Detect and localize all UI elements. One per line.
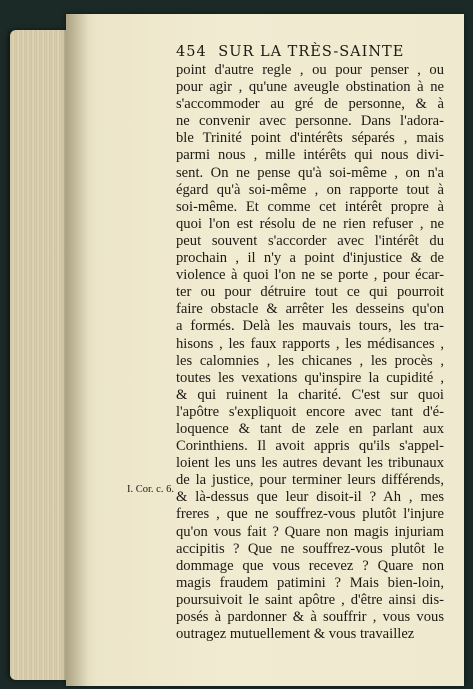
text-line: dommage que vous recevez ? Quare non: [176, 557, 444, 574]
text-line: posés à pardonner & à souffrir , vous vous: [176, 609, 444, 625]
text-line: de la justice, pour terminer leurs différends,: [176, 472, 444, 489]
text-line: soi-même. Et comme cet intérêt propre à: [176, 198, 444, 215]
text-line: Corinthiens. Il avoit appris qu'ils s'appel-: [176, 438, 444, 455]
text-line: pour agir , qu'une aveugle obstination à ne: [176, 79, 444, 96]
gutter-shadow: [66, 14, 88, 686]
page-edges: [10, 30, 70, 680]
text-line: égard qu'à soi-même , on rapporte tout à: [176, 181, 444, 198]
running-header: [176, 44, 404, 60]
text-line: peut souvent s'accorder avec l'intérêt du: [176, 232, 444, 249]
page-number: 454: [176, 44, 207, 60]
text-line: outragez mutuellement & vous travaillez: [176, 626, 415, 643]
text-line: les calomnies , les chicanes , les procès ,: [176, 352, 444, 369]
text-line: point d'autre regle , ou pour penser , ou: [176, 62, 444, 78]
text-line: accipitis ? Que ne souffrez-vous plutôt le: [176, 540, 444, 557]
text-line: qu'on vous fait ? Quare non magis injuriam: [176, 523, 444, 540]
text-line: poursuivoit le saint apôtre , d'être ainsi dis-: [176, 591, 444, 608]
text-line: loquence & tant de zele en parlant aux: [176, 420, 444, 437]
text-line: faire obstacle & arrêter les desseins qu'on: [176, 301, 444, 318]
text-line: ble Trinité point d'intérêts séparés , mais: [176, 130, 444, 147]
text-line: loient les uns les autres devant les tribunaux: [176, 455, 444, 472]
text-line: prochain , il n'y a point d'injustice & de: [176, 250, 444, 267]
margin-reference: I. Cor. c. 6.: [127, 484, 174, 495]
text-line: sent. On ne pense qu'à soi-même , on n'a: [176, 164, 444, 181]
text-line: freres , que ne souffrez-vous plutôt l'injure: [176, 506, 444, 523]
text-line: ter ou pour détruire tout ce qui pourroit: [176, 284, 444, 301]
text-line: hisons , les faux rapports , les médisances ,: [176, 335, 444, 352]
text-line: ne convenir avec personne. Dans l'adora-: [176, 113, 444, 130]
text-line: violence à quoi l'on ne se porte , pour écar-: [176, 267, 444, 284]
text-line: quoi l'on est résolu de ne rien refuser , ne: [176, 215, 444, 232]
text-line: & qui ruinent la charité. C'est sur quoi: [176, 386, 444, 403]
text-line: toutes les vexations qu'inspire la cupidité ,: [176, 369, 444, 386]
running-title: SUR LA TRÈS-SAINTE: [218, 44, 405, 60]
text-line: s'accommoder au gré de personne, & à: [176, 96, 444, 113]
text-line: parmi nous , mille intérêts qui nous divi-: [176, 147, 444, 164]
text-line: l'apôtre s'expliquoit encore avec tant d'é-: [176, 403, 444, 420]
body-text: [176, 62, 444, 643]
text-line: a formés. Delà les mauvais tours, les tra-: [176, 318, 444, 335]
text-line: magis fraudem patimini ? Mais bien-loin,: [176, 574, 444, 591]
text-line: & là-dessus que leur disoit-il ? Ah , mes: [176, 489, 444, 506]
